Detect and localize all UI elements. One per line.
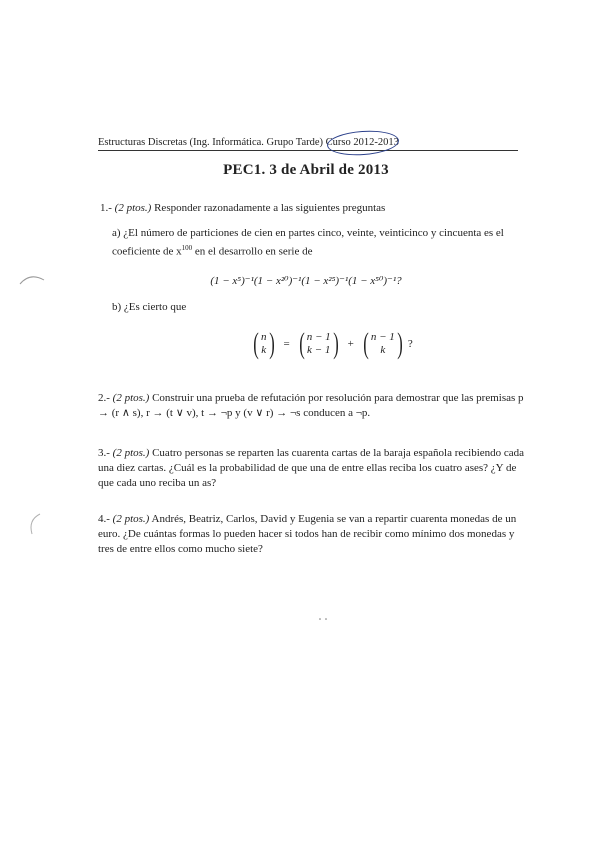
equals-sign: = bbox=[283, 338, 290, 350]
binomial-3-bottom: k bbox=[380, 344, 386, 356]
question-2-points: (2 ptos.) bbox=[112, 392, 150, 404]
question-4 bbox=[98, 512, 528, 557]
question-1a-exponent: 100 bbox=[181, 244, 193, 252]
question-mark: ? bbox=[407, 338, 413, 350]
question-1-number: 1.- bbox=[100, 202, 112, 214]
question-1-text: Responder razonadamente a las siguientes preguntas bbox=[154, 202, 386, 214]
binomial-1: ( n k ) bbox=[253, 327, 275, 360]
question-3-points: (2 ptos.) bbox=[112, 447, 150, 459]
question-2-text: Construir una prueba de refutación por resolución para demostrar que las premisas p → (r ∧ s), r → (t ∨ v), t → ¬p y (v ∨ r) → ¬s conducen a ¬p. bbox=[98, 392, 524, 419]
question-1a-text: ¿El número de particiones de cien en partes cinco, veinte, veinticinco y cincuenta es el coeficiente de x bbox=[112, 227, 504, 258]
scan-artifact-mark bbox=[18, 272, 48, 286]
scan-artifact-mark bbox=[26, 512, 46, 538]
question-1 bbox=[100, 201, 520, 216]
question-3-text: Cuatro personas se reparten las cuarenta cartas de la baraja española recibiendo cada una diez cartas. ¿Cuál es la probabilidad de que una de entre ellas reciba los cuatro ases? ¿Y de que cada uno reciba un as? bbox=[98, 447, 525, 489]
question-1b-text: ¿Es cierto que bbox=[123, 301, 187, 313]
question-1b-label: b) bbox=[112, 301, 122, 313]
series-formula: (1 − x⁵)⁻¹(1 − x²⁰)⁻¹(1 − x²⁵)⁻¹(1 − x⁵⁰)⁻¹? bbox=[210, 275, 402, 287]
question-2-number: 2.- bbox=[98, 392, 110, 404]
plus-sign: + bbox=[347, 338, 354, 350]
binomial-1-bottom: k bbox=[261, 344, 267, 356]
question-1a-label: a) bbox=[112, 227, 121, 239]
question-3 bbox=[98, 446, 528, 491]
exam-title: PEC1. 3 de Abril de 2013 bbox=[223, 162, 389, 178]
question-1a bbox=[112, 226, 522, 260]
binomial-3-top: n − 1 bbox=[370, 331, 395, 343]
question-3-number: 3.- bbox=[98, 447, 110, 459]
binomial-identity bbox=[248, 327, 413, 361]
binomial-3: ( n − 1 k ) bbox=[363, 327, 403, 360]
binomial-1-top: n bbox=[261, 331, 267, 343]
binomial-2-bottom: k − 1 bbox=[307, 344, 331, 356]
question-1b bbox=[112, 300, 312, 315]
scan-artifact-dots bbox=[318, 616, 330, 622]
question-4-text: Andrés, Beatriz, Carlos, David y Eugenia se van a repartir cuarenta monedas de un euro. ¿De cuántas formas lo pueden hacer si todos han de recibir como mínimo dos monedas y tres de entre ellos como mucho siete? bbox=[98, 513, 517, 555]
question-1a-tail: en el desarrollo en serie de bbox=[192, 245, 313, 258]
binomial-2-top: n − 1 bbox=[306, 331, 331, 343]
question-1-points: (2 ptos.) bbox=[114, 202, 152, 214]
question-4-points: (2 ptos.) bbox=[112, 513, 150, 525]
question-2 bbox=[98, 391, 528, 421]
binomial-2: ( n − 1 k − 1 ) bbox=[298, 327, 339, 360]
course-header: Estructuras Discretas (Ing. Informática. Grupo Tarde) Curso 2012-2013 bbox=[98, 137, 518, 151]
pen-circle-mark bbox=[326, 129, 399, 158]
question-4-number: 4.- bbox=[98, 513, 110, 525]
